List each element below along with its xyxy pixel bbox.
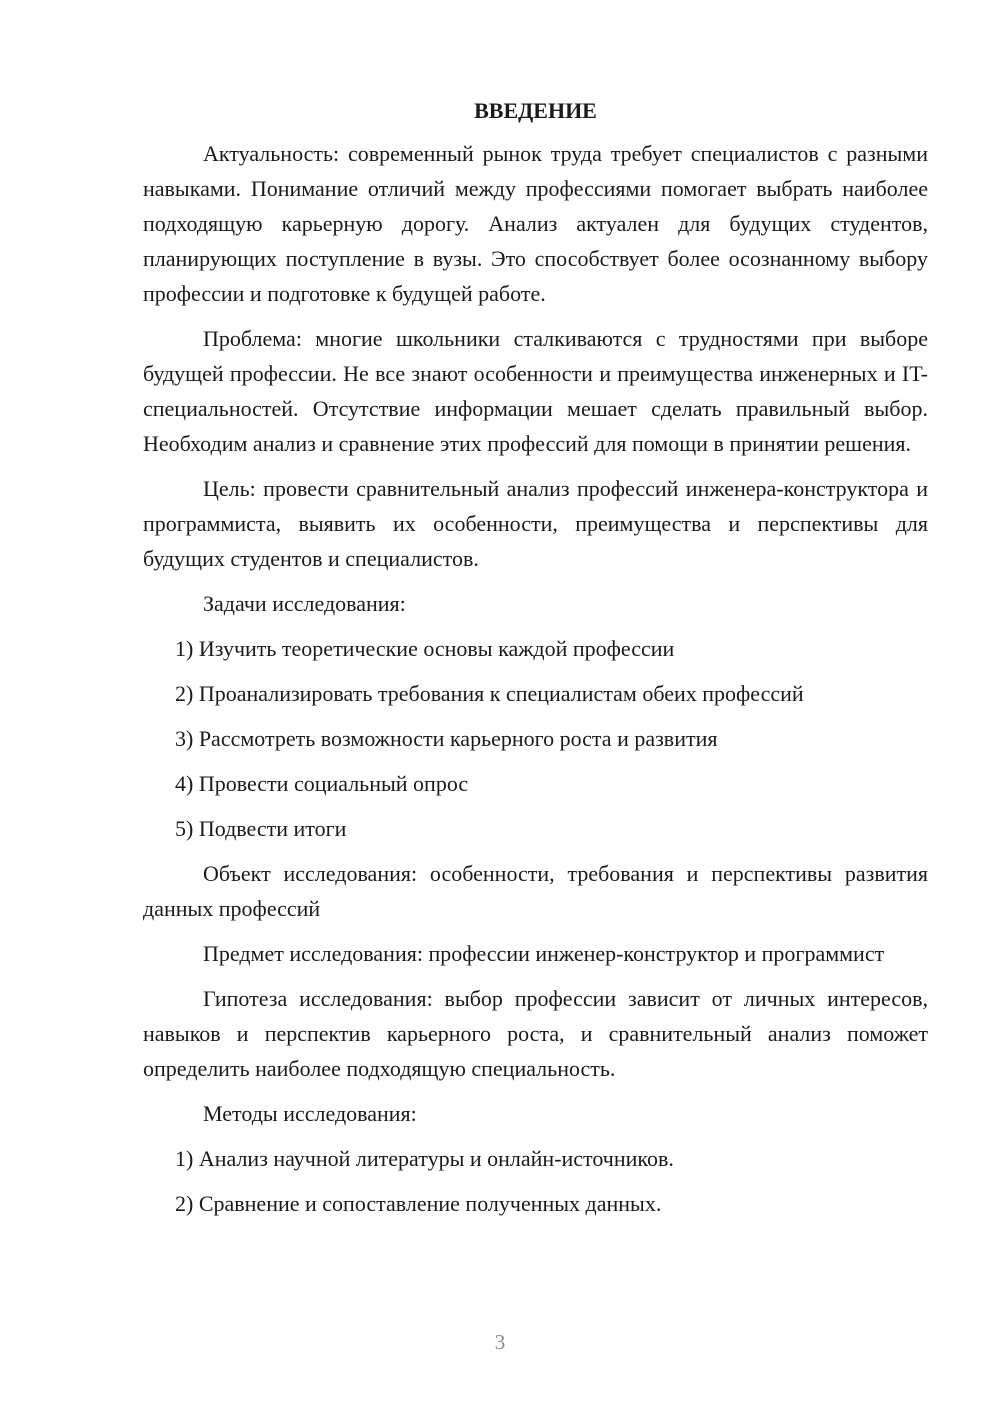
task-item: 1) Изучить теоретические основы каждой профессии — [175, 636, 675, 661]
method-item: 1) Анализ научной литературы и онлайн-источников. — [175, 1146, 674, 1171]
tasks-heading: Задачи исследования: — [203, 591, 406, 616]
goal-paragraph: Цель: провести сравнительный анализ профессий инженера-конструктора и программиста, выявить их особенности, преимущества и перспективы для будущих студентов и специалистов. — [143, 476, 928, 571]
relevance-paragraph: Актуальность: современный рынок труда требует специалистов с разными навыками. Понимание отличий между профессиями помогает выбрать наиболее подходящую карьерную дорогу. Анализ актуален для будущих студентов, планирующих поступление в вузы. Это способствует более осознанному выбору профессии и подготовке к будущей работе. — [143, 141, 928, 306]
methods-heading: Методы исследования: — [203, 1101, 417, 1126]
hypothesis-paragraph: Гипотеза исследования: выбор профессии зависит от личных интересов, навыков и перспектив карьерного роста, и сравнительный анализ поможет определить наиболее подходящую специальность. — [143, 986, 928, 1081]
task-item: 5) Подвести итоги — [175, 816, 347, 841]
task-item: 3) Рассмотреть возможности карьерного роста и развития — [175, 726, 718, 751]
methods-list — [143, 1141, 928, 1221]
subject-paragraph: Предмет исследования: профессии инженер-конструктор и программист — [203, 941, 885, 966]
page-number: 3 — [494, 1330, 506, 1354]
object-paragraph: Объект исследования: особенности, требования и перспективы развития данных профессий — [143, 861, 928, 921]
task-item: 2) Проанализировать требования к специалистам обеих профессий — [175, 681, 804, 706]
tasks-list — [143, 631, 928, 846]
document-page — [143, 96, 928, 1231]
method-item: 2) Сравнение и сопоставление полученных данных. — [175, 1191, 662, 1216]
page-title: ВВЕДЕНИЕ — [474, 98, 597, 123]
task-item: 4) Провести социальный опрос — [175, 771, 469, 796]
problem-paragraph: Проблема: многие школьники сталкиваются с трудностями при выборе будущей профессии. Не все знают особенности и преимущества инженерных и IT-специальностей. Отсутствие информации мешает сделать правильный выбор. Необходим анализ и сравнение этих профессий для помощи в принятии решения. — [143, 326, 928, 456]
